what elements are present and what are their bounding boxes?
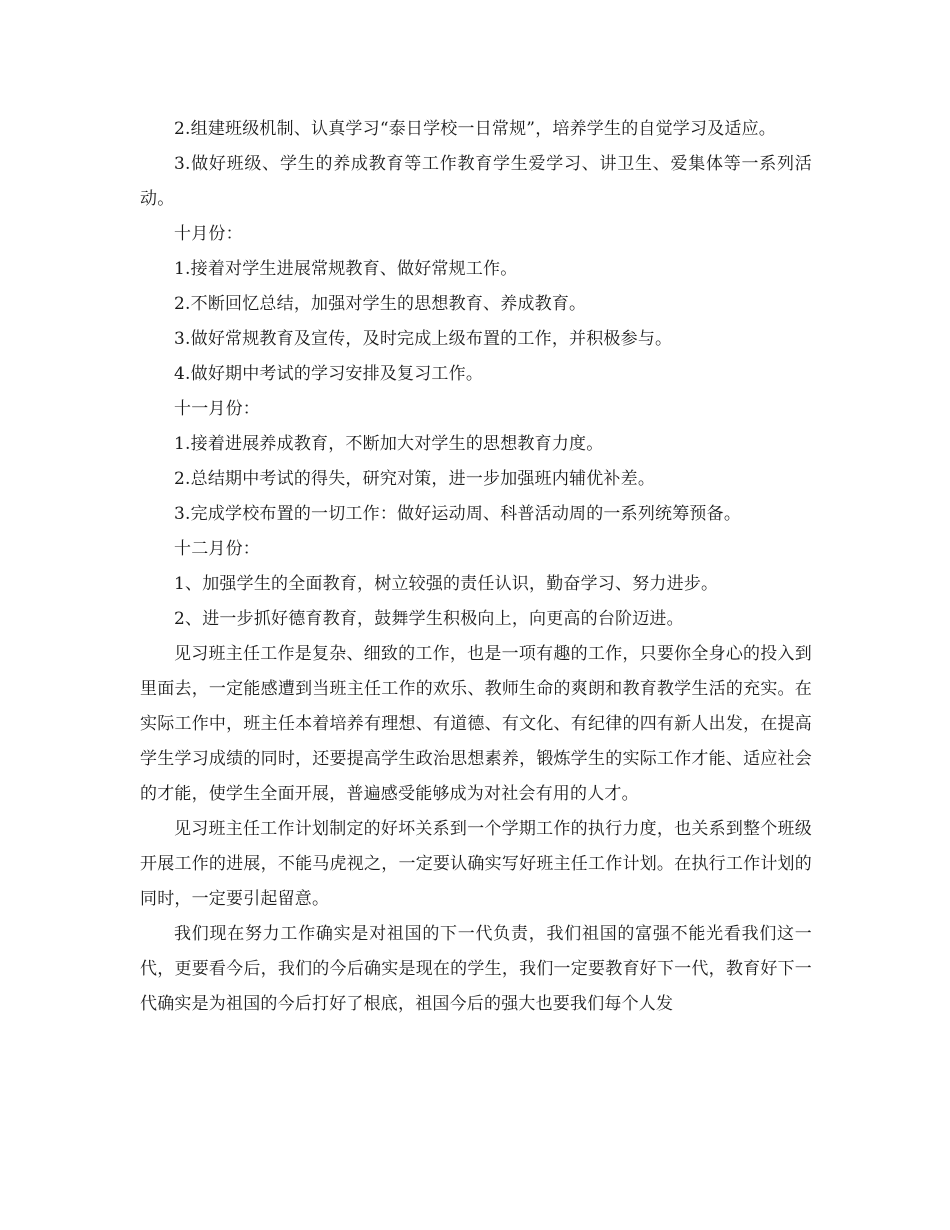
paragraph-7: 4.做好期中考试的学习安排及复习工作。 [174, 364, 484, 384]
paragraph-13: 1、加强学生的全面教育，树立较强的责任认识，勤奋学习、努力进步。 [174, 574, 719, 594]
paragraph-5: 2.不断回忆总结，加强对学生的思想教育、养成教育。 [174, 294, 587, 314]
document-body [140, 112, 812, 1022]
paragraph-15: 见习班主任工作是复杂、细致的工作，也是一项有趣的工作，只要你全身心的投入到里面去，一定能感遭到当班主任工作的欢乐、教师生命的爽朗和教育教学生活的充实。在实际工作中，班主任本着培养有理想、有道德、有文化、有纪律的四有新人出发，在提高学生学习成绩的同时，还要提高学生政治思想素养，锻炼学生的实际工作才能、适应社会的才能，使学生全面开展，普遍感受能够成为对社会有用的人才。 [140, 644, 812, 804]
paragraph-2: 3.做好班级、学生的养成教育等工作教育学生爱学习、讲卫生、爱集体等一系列活动。 [140, 154, 812, 209]
section-heading-november: 十一月份： [174, 399, 260, 419]
paragraph-10: 2.总结期中考试的得失，研究对策，进一步加强班内辅优补差。 [174, 469, 656, 489]
paragraph-4: 1.接着对学生进展常规教育、做好常规工作。 [174, 259, 518, 279]
paragraph-1: 2.组建班级机制、认真学习“泰日学校一日常规”，培养学生的自觉学习及适应。 [174, 119, 776, 139]
section-heading-december: 十二月份： [174, 539, 260, 559]
paragraph-14: 2、进一步抓好德育教育，鼓舞学生积极向上，向更高的台阶迈进。 [174, 609, 684, 629]
paragraph-9: 1.接着进展养成教育，不断加大对学生的思想教育力度。 [174, 434, 604, 454]
paragraph-17: 我们现在努力工作确实是对祖国的下一代负责，我们祖国的富强不能光看我们这一代，更要看今后，我们的今后确实是现在的学生，我们一定要教育好下一代，教育好下一代确实是为祖国的今后打好了根底，祖国今后的强大也要我们每个人发 [140, 924, 812, 1014]
section-heading-october: 十月份： [174, 224, 243, 244]
paragraph-11: 3.完成学校布置的一切工作：做好运动周、科普活动周的一系列统筹预备。 [174, 504, 742, 524]
paragraph-16: 见习班主任工作计划制定的好坏关系到一个学期工作的执行力度，也关系到整个班级开展工作的进展，不能马虎视之，一定要认确实写好班主任工作计划。在执行工作计划的同时，一定要引起留意。 [140, 819, 812, 909]
paragraph-6: 3.做好常规教育及宣传，及时完成上级布置的工作，并积极参与。 [174, 329, 673, 349]
